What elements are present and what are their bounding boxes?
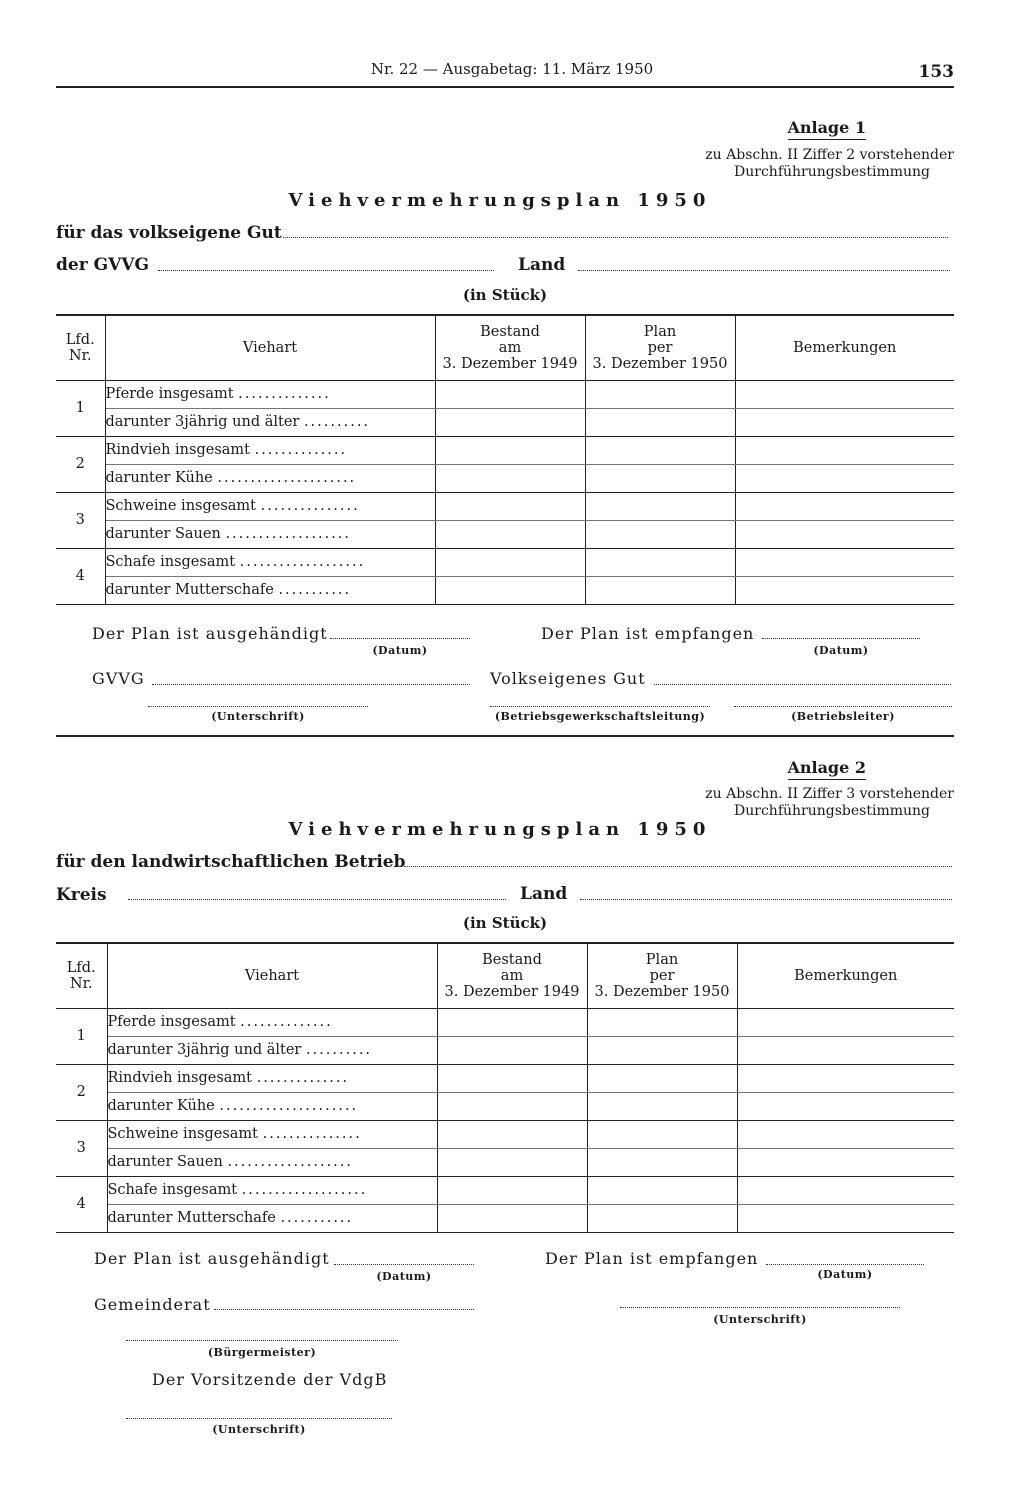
col-plan-line1: Plan [643,323,677,340]
anlage-1-reference [554,147,954,181]
row-number: 1 [56,380,105,436]
anlage-1-signature-caption-1: (Unterschrift) [211,710,305,723]
cell-bemerkungen[interactable] [737,1120,954,1148]
anlage-1-title-rule [788,139,866,140]
cell-plan[interactable] [585,464,735,492]
anlage-1-signature-caption-3: (Betriebsleiter) [791,710,895,723]
anlage-1-handed-over-label: Der Plan ist ausgehändigt [92,624,328,643]
anlage-1-gvvg-input[interactable] [152,684,470,685]
row-number: 2 [56,436,105,492]
row-label-text: darunter Kühe [105,470,213,486]
cell-bemerkungen[interactable] [737,1036,954,1064]
col-viehart-header: Viehart [107,944,437,1008]
table-row [56,380,954,408]
anlage-2-field-land-label: Land [520,884,568,904]
anlage-1-plan-title: Viehvermehrungsplan 1950 [288,190,712,211]
anlage-2-field-land-input[interactable] [580,899,952,900]
table-row [56,1204,954,1232]
anlage-1-field-gvvg-input[interactable] [158,270,494,271]
row-label: darunter 3jährig und älter .......... [107,1036,437,1064]
cell-bemerkungen[interactable] [735,492,954,520]
table-row [56,1176,954,1204]
row-label: darunter Sauen ................... [107,1148,437,1176]
anlage-2-signature-bottom-line[interactable] [126,1418,392,1419]
anlage-2-gemeinderat-input[interactable] [214,1309,474,1310]
row-label-text: Schafe insgesamt [105,554,236,570]
anlage-1-signature-line-2[interactable] [490,706,710,707]
anlage-2-reference-line2: Durchführungsbestimmung [734,803,930,819]
col-plan-header [587,944,737,1008]
cell-plan[interactable] [585,576,735,604]
anlage-1-signature-line-1[interactable] [148,706,368,707]
col-nr-header: Lfd. Nr. [56,316,105,380]
anlage-1-field-gvvg-label: der GVVG [56,255,149,275]
anlage-2-received-date-caption: (Datum) [817,1268,873,1281]
table-row [56,520,954,548]
anlage-2-buergermeister-line[interactable] [126,1340,398,1341]
cell-bestand[interactable] [435,408,585,436]
row-label: Pferde insgesamt .............. [107,1008,437,1036]
anlage-2-title-rule [788,779,866,780]
cell-bemerkungen[interactable] [735,380,954,408]
anlage-2-field-betrieb-input[interactable] [404,866,952,867]
anlage-2-field-betrieb-label: für den landwirtschaftlichen Betrieb [56,852,406,872]
col-plan-line1: Plan [645,951,679,968]
anlage-1-gut-input[interactable] [654,684,951,685]
cell-bemerkungen[interactable] [737,1064,954,1092]
anlage-1-field-land-label: Land [518,255,566,275]
anlage-2-signature-bottom-caption: (Unterschrift) [212,1423,306,1436]
col-plan-line2: per [649,967,675,984]
col-plan-line3: 3. Dezember 1950 [594,983,730,1000]
col-bestand-line1: Bestand [482,951,542,968]
table-row [56,1008,954,1036]
anlage-2-received-label: Der Plan ist empfangen [545,1249,759,1268]
cell-bestand[interactable] [437,1148,587,1176]
col-bestand-header [435,316,585,380]
row-label: darunter Mutterschafe ........... [105,576,435,604]
col-plan-line3: 3. Dezember 1950 [592,355,728,372]
cell-bestand[interactable] [437,1036,587,1064]
anlage-2-reference-line1: zu Abschn. II Ziffer 3 vorstehender [705,786,954,802]
row-label: Pferde insgesamt .............. [105,380,435,408]
table-header-row [56,316,954,380]
row-label: Rindvieh insgesamt .............. [105,436,435,464]
row-number: 3 [56,492,105,548]
row-label-text: Pferde insgesamt [107,1014,236,1030]
anlage-2-received-date-input[interactable] [766,1264,924,1265]
row-label: Schafe insgesamt ................... [105,548,435,576]
cell-plan[interactable] [585,548,735,576]
col-nr-header: Lfd. Nr. [56,944,107,1008]
cell-bestand[interactable] [437,1064,587,1092]
table-row [56,576,954,604]
row-label-text: Schweine insgesamt [107,1126,258,1142]
cell-bestand[interactable] [437,1092,587,1120]
table-row [56,1092,954,1120]
anlage-1-field-gut-input[interactable] [283,237,948,238]
cell-plan[interactable] [585,520,735,548]
col-bestand-line2: am [500,967,524,984]
row-label-text: darunter Sauen [107,1154,223,1170]
col-bemerkungen-header: Bemerkungen [794,967,898,984]
anlage-1-unit: (in Stück) [462,286,548,304]
cell-bestand[interactable] [437,1176,587,1204]
anlage-2-handed-over-label: Der Plan ist ausgehändigt [94,1249,330,1268]
table-row [56,1120,954,1148]
cell-plan[interactable] [585,408,735,436]
table-row [56,1148,954,1176]
anlage-2-handed-over-date-input[interactable] [334,1264,474,1265]
cell-plan[interactable] [585,436,735,464]
table-header-row [56,944,954,1008]
anlage-1-title: Anlage 1 [787,118,866,137]
col-plan-header [585,316,735,380]
row-number: 3 [56,1120,107,1176]
cell-bemerkungen[interactable] [735,576,954,604]
col-bestand-header [437,944,587,1008]
anlage-1-field-land-input[interactable] [578,270,950,271]
header-rule [56,86,954,88]
cell-bestand[interactable] [435,380,585,408]
anlage-1-received-label: Der Plan ist empfangen [541,624,755,643]
row-label: Schafe insgesamt ................... [107,1176,437,1204]
anlage-2-gemeinderat-label: Gemeinderat [94,1295,211,1314]
row-number: 2 [56,1064,107,1120]
cell-plan[interactable] [587,1176,737,1204]
row-label-text: Pferde insgesamt [105,386,234,402]
anlage-1-reference-line1: zu Abschn. II Ziffer 2 vorstehender [705,147,954,163]
table-row [56,436,954,464]
cell-bestand[interactable] [437,1008,587,1036]
anlage-2-plan-title: Viehvermehrungsplan 1950 [288,819,712,840]
cell-bemerkungen[interactable] [735,520,954,548]
cell-bestand[interactable] [435,464,585,492]
cell-bestand[interactable] [435,436,585,464]
anlage-1-gvvg-label: GVVG [92,669,145,688]
row-label: Schweine insgesamt ............... [107,1120,437,1148]
row-label: Rindvieh insgesamt .............. [107,1064,437,1092]
cell-bestand[interactable] [435,576,585,604]
row-number: 1 [56,1008,107,1064]
anlage-1-table [56,316,954,605]
col-bestand-line2: am [498,339,522,356]
cell-bemerkungen[interactable] [737,1176,954,1204]
cell-plan[interactable] [587,1008,737,1036]
cell-bemerkungen[interactable] [737,1148,954,1176]
anlage-1-signature-caption-2: (Betriebsgewerkschaftsleitung) [494,710,706,723]
section-divider [56,735,954,737]
cell-bestand[interactable] [435,548,585,576]
anlage-2-unit: (in Stück) [462,914,548,932]
cell-bemerkungen[interactable] [735,464,954,492]
row-label-text: Schweine insgesamt [105,498,256,514]
col-plan-line2: per [647,339,673,356]
cell-plan[interactable] [587,1204,737,1232]
anlage-1-reference-line2: Durchführungsbestimmung [734,164,930,180]
col-viehart-header: Viehart [105,316,435,380]
anlage-1-table-body [56,380,954,604]
table-row [56,548,954,576]
anlage-2-field-kreis-label: Kreis [56,885,107,905]
cell-bemerkungen[interactable] [737,1008,954,1036]
row-label: darunter Mutterschafe ........... [107,1204,437,1232]
anlage-2-vdgb-label: Der Vorsitzende der VdgB [152,1370,388,1389]
cell-plan[interactable] [585,380,735,408]
row-number: 4 [56,1176,107,1232]
anlage-2-table [56,944,954,1233]
row-label-text: darunter 3jährig und älter [107,1042,302,1058]
cell-bemerkungen[interactable] [735,408,954,436]
anlage-1-received-date-caption: (Datum) [813,644,869,657]
row-label-text: Rindvieh insgesamt [107,1070,252,1086]
cell-bestand[interactable] [437,1204,587,1232]
table-row [56,464,954,492]
cell-plan[interactable] [587,1036,737,1064]
table-row [56,1064,954,1092]
col-bestand-line3: 3. Dezember 1949 [444,983,580,1000]
table-row [56,408,954,436]
page-header: Nr. 22 — Ausgabetag: 11. März 1950 [370,60,654,78]
row-label-text: darunter Mutterschafe [107,1210,276,1226]
anlage-1-gut-label: Volkseigenes Gut [490,669,646,688]
cell-plan[interactable] [587,1092,737,1120]
cell-plan[interactable] [587,1148,737,1176]
anlage-2-buergermeister-caption: (Bürgermeister) [207,1346,317,1359]
row-label-text: darunter Sauen [105,526,221,542]
anlage-2-reference [554,786,954,820]
anlage-2-field-kreis-input[interactable] [128,899,506,900]
page-number: 153 [918,62,954,82]
cell-bemerkungen[interactable] [735,548,954,576]
anlage-1-handed-over-date-input[interactable] [330,638,470,639]
anlage-2-handed-over-date-caption: (Datum) [376,1270,432,1283]
row-label-text: darunter Kühe [107,1098,215,1114]
row-label: darunter 3jährig und älter .......... [105,408,435,436]
cell-bemerkungen[interactable] [737,1092,954,1120]
anlage-1-field-gut-label: für das volkseigene Gut [56,223,282,243]
col-bestand-line1: Bestand [480,323,540,340]
col-bemerkungen-header: Bemerkungen [793,339,897,356]
col-bestand-line3: 3. Dezember 1949 [442,355,578,372]
row-label: darunter Kühe ..................... [107,1092,437,1120]
table-row [56,492,954,520]
cell-bestand[interactable] [437,1120,587,1148]
cell-bemerkungen[interactable] [735,436,954,464]
table-row [56,1036,954,1064]
row-label-text: Schafe insgesamt [107,1182,238,1198]
row-label: Schweine insgesamt ............... [105,492,435,520]
anlage-1-received-date-input[interactable] [762,638,920,639]
row-label: darunter Sauen ................... [105,520,435,548]
cell-bestand[interactable] [435,492,585,520]
anlage-2-table-body [56,1008,954,1232]
anlage-2-signature-right-caption: (Unterschrift) [713,1313,807,1326]
row-label-text: Rindvieh insgesamt [105,442,250,458]
row-number: 4 [56,548,105,604]
row-label: darunter Kühe ..................... [105,464,435,492]
cell-plan[interactable] [587,1120,737,1148]
cell-bestand[interactable] [435,520,585,548]
row-label-text: darunter Mutterschafe [105,582,274,598]
anlage-2-signature-right-line[interactable] [620,1307,900,1308]
cell-plan[interactable] [587,1064,737,1092]
row-label-text: darunter 3jährig und älter [105,414,300,430]
cell-plan[interactable] [585,492,735,520]
cell-bemerkungen[interactable] [737,1204,954,1232]
anlage-1-signature-line-3[interactable] [734,706,952,707]
anlage-1-handed-over-date-caption: (Datum) [372,644,428,657]
anlage-2-title: Anlage 2 [787,758,866,777]
